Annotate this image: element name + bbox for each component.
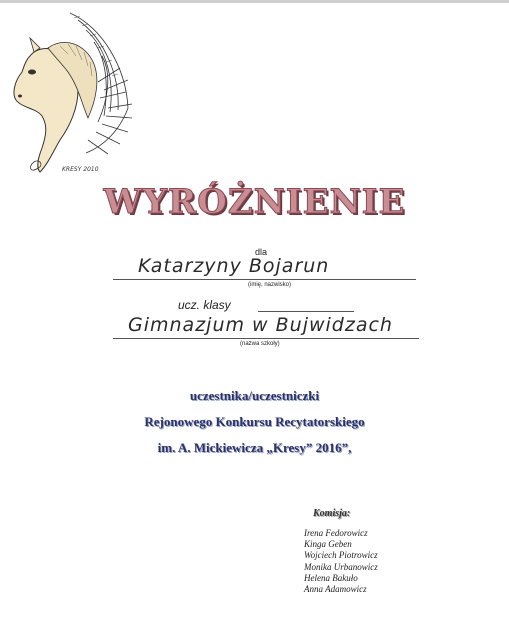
contest-name-line: Rejonowego Konkursu Recytatorskiego xyxy=(144,414,365,429)
recipient-name: Katarzyny Bojarun xyxy=(138,255,330,277)
logo-caption: KRESY 2010 xyxy=(62,166,99,173)
committee-member: Helena Bakuło xyxy=(304,572,358,583)
committee-member: Wojciech Piotrowicz xyxy=(304,550,378,561)
school-caption: (nazwa szkoły) xyxy=(240,341,280,347)
committee-member: Irena Fedorowicz xyxy=(304,528,368,538)
committee-member: Anna Adamowicz xyxy=(304,584,367,595)
name-caption: (imię, nazwisko) xyxy=(248,282,292,288)
committee-member: Monika Urbanowicz xyxy=(304,561,378,572)
committee-member: Kinga Geben xyxy=(304,539,352,550)
committee-members xyxy=(304,528,378,595)
committee-title: Komisja: xyxy=(313,508,351,519)
class-label: ucz. klasy xyxy=(178,298,231,312)
school-name: Gimnazjum w Bujwidzach xyxy=(128,314,393,336)
recipient-prefix: dla xyxy=(255,247,268,257)
pegasus-logo-icon xyxy=(8,8,138,180)
name-underline xyxy=(113,279,416,280)
certificate-title: WYRÓŻNIENIE xyxy=(103,182,406,222)
school-underline xyxy=(113,338,419,339)
contest-patron-line: im. A. Mickiewicza „Kresy” 2016”, xyxy=(157,440,352,455)
page-top-border xyxy=(0,0,509,3)
class-underline xyxy=(258,311,354,312)
participant-line: uczestnika/uczestniczki xyxy=(189,388,320,403)
